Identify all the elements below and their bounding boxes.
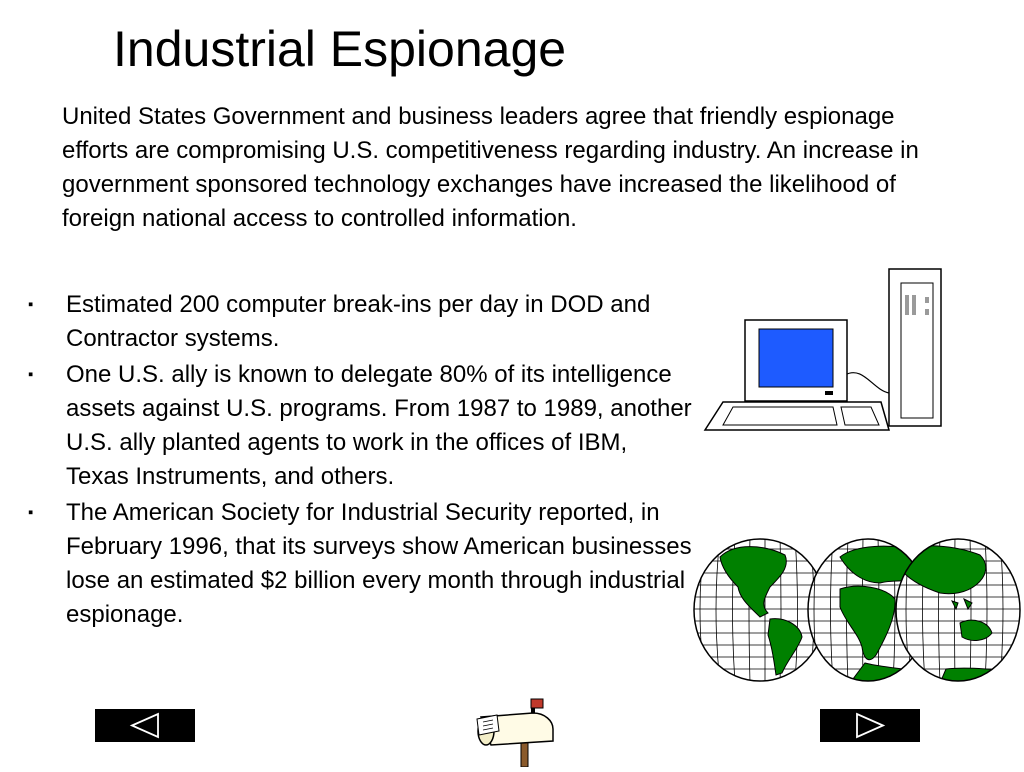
next-slide-button[interactable]	[820, 709, 920, 742]
bullet-marker: ▪	[28, 504, 34, 521]
slide-title: Industrial Espionage	[113, 21, 567, 77]
triangle-left-icon	[95, 709, 195, 742]
bullet-marker: ▪	[28, 366, 34, 383]
bullet-item	[28, 358, 693, 494]
bullet-item	[28, 496, 693, 632]
intro-paragraph: United States Government and business leaders agree that friendly espionage efforts are compromising U.S. competitiveness regarding industry. An increase in government sponsored technology exchanges have increased the likelihood of foreign national access to controlled information.	[62, 103, 919, 232]
bullet-list	[28, 288, 693, 634]
mailbox-button[interactable]	[473, 697, 559, 767]
computer-icon	[703, 265, 945, 435]
world-map-icon	[690, 537, 1022, 683]
triangle-right-icon	[820, 709, 920, 742]
mailbox-icon	[473, 697, 559, 767]
bullet-item	[28, 288, 693, 356]
bullet-text: One U.S. ally is known to delegate 80% of its intelligence assets against U.S. programs. From 1987 to 1989, another U.S. ally planted agents to work in the offices of IBM, Texas Instruments, and others.	[66, 361, 692, 490]
bullet-text: The American Society for Industrial Security reported, in February 1996, that its surveys show American businesses lose an estimated $2 billion every month through industrial espionage.	[66, 499, 692, 628]
bullet-text: Estimated 200 computer break-ins per day in DOD and Contractor systems.	[66, 291, 651, 352]
previous-slide-button[interactable]	[95, 709, 195, 742]
bullet-marker: ▪	[28, 296, 34, 313]
